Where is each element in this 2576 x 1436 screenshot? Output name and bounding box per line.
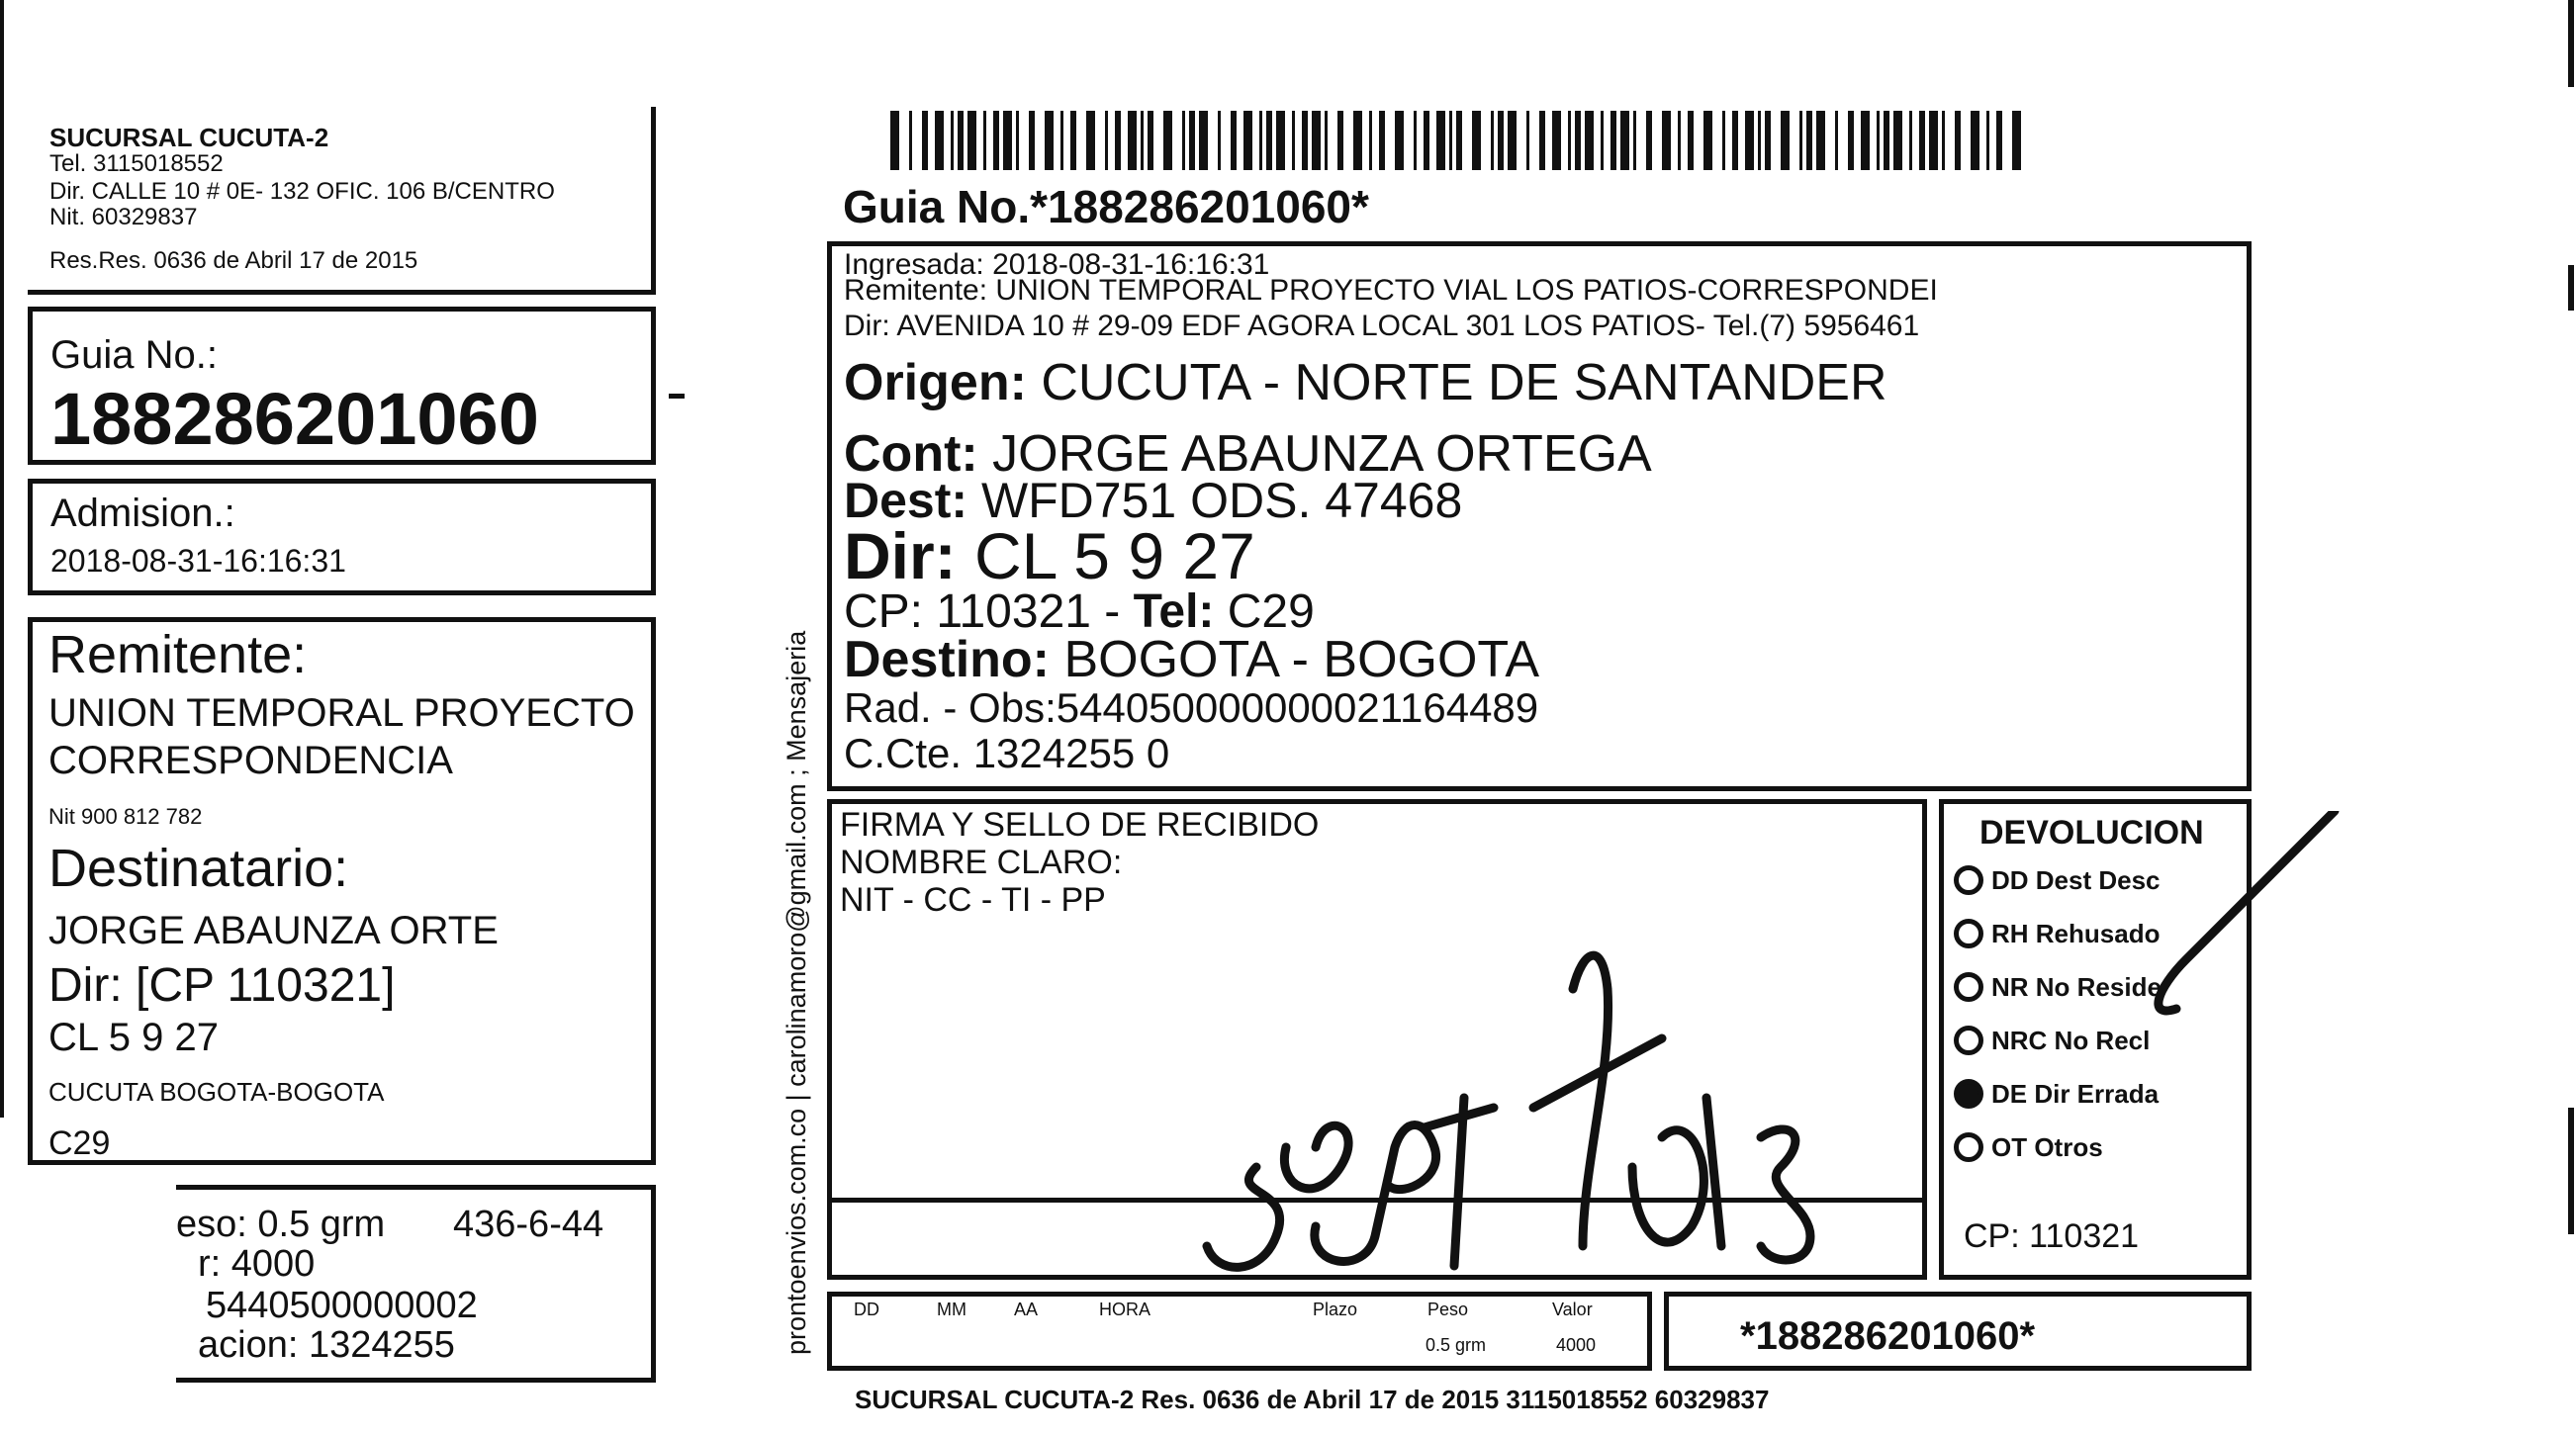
barcode-bar <box>1163 111 1172 170</box>
barcode-bar <box>1765 111 1771 170</box>
barcode-bar <box>1955 111 1961 170</box>
barcode-bar <box>1491 111 1494 170</box>
handwritten-signature <box>1167 811 2354 1325</box>
barcode-bar <box>1302 111 1308 170</box>
barcode-bar <box>1016 111 1019 170</box>
tel-label: Tel: <box>1133 585 1215 638</box>
barcode-bar <box>1312 111 1321 170</box>
stub-peso: eso: 0.5 grm <box>176 1204 386 1245</box>
barcode-bar <box>1243 111 1252 170</box>
side-vertical-text <box>783 415 819 1355</box>
barcode-bar <box>1996 111 2002 170</box>
barcode-bar <box>1472 111 1481 170</box>
origen-value: CUCUTA - NORTE DE SANTANDER <box>1041 354 1887 411</box>
firma-title: FIRMA Y SELLO DE RECIBIDO <box>840 806 1320 844</box>
barcode-bar <box>1610 111 1616 170</box>
dir-value: CL 5 9 27 <box>974 519 1255 592</box>
stub-rad: 5440500000002 <box>206 1285 478 1326</box>
dir-remitente: Dir: AVENIDA 10 # 29-09 EDF AGORA LOCAL 301 LOS PATIOS- Tel.(7) 5956461 <box>844 310 1920 342</box>
barcode-bar <box>1369 111 1372 170</box>
barcode-bar <box>1182 111 1185 170</box>
cont-label: Cont: <box>844 425 978 483</box>
stub-address-box <box>28 617 656 1165</box>
devolucion-option-label: NRC No Recl <box>1991 1026 2151 1055</box>
barcode-bar <box>890 111 899 170</box>
barcode-bar <box>1732 111 1738 170</box>
ingresada: Ingresada: 2018-08-31-16:16:31 <box>844 248 1270 281</box>
date-header-mm: MM <box>937 1300 966 1319</box>
barcode-bar <box>1105 111 1108 170</box>
barcode-bar <box>1620 111 1629 170</box>
barcode-bar <box>2012 111 2021 170</box>
barcode-bar <box>1919 111 1925 170</box>
date-header-aa: AA <box>1014 1300 1039 1319</box>
barcode-bar <box>1292 111 1295 170</box>
barcode-bar <box>1456 111 1462 170</box>
stub-header-box <box>28 107 656 295</box>
stub-branch: SUCURSAL CUCUTA-2 <box>49 123 329 152</box>
barcode-bar <box>1703 111 1712 170</box>
ccte: C.Cte. 1324255 0 <box>844 730 1170 776</box>
dir-label: Dir: <box>844 519 957 592</box>
stub-destinatario-tel: C29 <box>48 1124 111 1162</box>
stub-destinatario-city: CUCUTA BOGOTA-BOGOTA <box>48 1077 385 1107</box>
barcode-bar <box>1189 111 1195 170</box>
barcode-bar <box>1148 111 1153 170</box>
date-header-valor: Valor <box>1552 1300 1593 1319</box>
right-edge-mark-2 <box>2568 265 2574 311</box>
barcode-bar <box>1003 111 1012 170</box>
barcode-bar <box>1568 111 1571 170</box>
barcode-bar <box>1601 111 1604 170</box>
stub-dir: Dir. CALLE 10 # 0E- 132 OFIC. 106 B/CENTRO <box>49 178 555 205</box>
cont-value: JORGE ABAUNZA ORTEGA <box>992 425 1652 483</box>
barcode-bar <box>935 111 944 170</box>
nit-line: NIT - CC - TI - PP <box>840 881 1106 919</box>
barcode-bar <box>1498 111 1504 170</box>
rad-obs: Rad. - Obs:544050000000021164489 <box>844 684 1539 731</box>
barcode-bar <box>1909 111 1912 170</box>
date-header-plazo: Plazo <box>1313 1300 1358 1319</box>
barcode-bar <box>1758 111 1761 170</box>
barcode-bar <box>1141 111 1144 170</box>
cp-return: CP: 110321 <box>1964 1217 2140 1255</box>
barcode-bar <box>1060 111 1063 170</box>
barcode-bar <box>1971 111 1979 170</box>
barcode-bar <box>1337 111 1343 170</box>
origen-line <box>844 354 1887 411</box>
barcode-bar <box>1395 111 1404 170</box>
barcode-bar <box>1861 111 1870 170</box>
barcode-bar <box>951 111 954 170</box>
barcode-bar <box>909 111 912 170</box>
barcode-text-bottom: *188286201060* <box>1740 1314 2036 1358</box>
barcode-bar <box>922 111 928 170</box>
tel-value: C29 <box>1227 585 1315 638</box>
devolucion-option-label: DE Dir Errada <box>1991 1079 2160 1109</box>
stub-tel: Tel. 3115018552 <box>49 150 224 177</box>
stub-admision-label: Admision.: <box>50 492 235 535</box>
barcode-bar <box>993 111 999 170</box>
dest-line <box>844 473 1463 528</box>
barcode-bar <box>1414 111 1417 170</box>
barcode-bar <box>1986 111 1989 170</box>
devolucion-option-label: DD Dest Desc <box>1991 865 2161 895</box>
barcode-bar <box>1799 111 1802 170</box>
stub-remitente-line1: UNION TEMPORAL PROYECTO <box>48 691 635 735</box>
valor-value: 4000 <box>1556 1335 1597 1355</box>
barcode-bar <box>1662 111 1671 170</box>
stub-totals-box <box>176 1185 656 1383</box>
barcode-bar <box>1552 111 1561 170</box>
barcode-bar <box>983 111 986 170</box>
barcode-bar <box>1678 111 1681 170</box>
barcode-bar <box>1045 111 1054 170</box>
barcode-bar <box>1325 111 1328 170</box>
barcode-bar <box>1070 111 1076 170</box>
devolucion-option-label: NR No Reside <box>1991 972 2162 1002</box>
stub-guia-label: Guia No.: <box>50 333 218 377</box>
address-box <box>827 241 2252 791</box>
stub-guia-box <box>28 307 656 465</box>
date-header-hora: HORA <box>1099 1300 1151 1319</box>
barcode-bar <box>1539 111 1545 170</box>
stub-remitente-label: Remitente: <box>48 625 308 684</box>
barcode-bar <box>1526 111 1529 170</box>
barcode-bar <box>1575 111 1581 170</box>
barcode-bar <box>1508 111 1517 170</box>
barcode-bar <box>1199 111 1208 170</box>
destino-line <box>844 631 1540 688</box>
devolucion-option-label: OT Otros <box>1991 1132 2103 1162</box>
barcode-bar <box>1585 111 1594 170</box>
stub-res: Res.Res. 0636 de Abril 17 de 2015 <box>49 247 418 274</box>
dest-value: WFD751 ODS. 47468 <box>980 473 1463 528</box>
barcode-bar <box>1029 111 1035 170</box>
destino-value: BOGOTA - BOGOTA <box>1063 631 1540 688</box>
barcode-bar <box>1128 111 1137 170</box>
stub-nit: Nit. 60329837 <box>49 204 198 230</box>
barcode-bar <box>958 111 964 170</box>
barcode-bar <box>1806 111 1812 170</box>
stub-admision-box <box>28 479 656 595</box>
barcode-bar <box>1816 111 1825 170</box>
peso-value: 0.5 grm <box>1426 1335 1487 1355</box>
handwriting-text: SEPT 10 18 <box>1175 1286 1181 1287</box>
stub-peso-code: 436-6-44 <box>453 1204 604 1245</box>
barcode-bar <box>1218 111 1221 170</box>
barcode-bar <box>1877 111 1880 170</box>
barcode-bar <box>1259 111 1262 170</box>
devolucion-title: DEVOLUCION <box>1979 814 2204 852</box>
stub-destinatario-name: JORGE ABAUNZA ORTE <box>48 909 499 952</box>
barcode-bar <box>1633 111 1636 170</box>
destino-label: Destino: <box>844 631 1050 688</box>
right-edge-mark-1 <box>2568 0 2574 87</box>
barcode-bar <box>1086 111 1095 170</box>
dir-line <box>844 519 1255 592</box>
remitente-line: Remitente: UNION TEMPORAL PROYECTO VIAL LOS PATIOS-CORRESPONDEI <box>844 274 1938 307</box>
barcode-bar <box>1884 111 1889 170</box>
nombre-claro: NOMBRE CLARO: <box>840 844 1123 881</box>
barcode-bar <box>1835 111 1838 170</box>
barcode-bar <box>1424 111 1429 170</box>
barcode-bar <box>967 111 976 170</box>
barcode-top <box>890 111 2028 172</box>
stub-remitente-nit: Nit 900 812 782 <box>48 804 203 829</box>
side-text: prontoenvios.com.co | carolinamoro@gmail.com ; Mensajeria <box>782 630 811 1355</box>
barcode-bar <box>1231 111 1237 170</box>
cp-tel-line <box>844 585 1315 638</box>
barcode-bar <box>1266 111 1272 170</box>
barcode-bar <box>1893 111 1902 170</box>
barcode-bar <box>1848 111 1854 170</box>
barcode-bar <box>1276 111 1285 170</box>
barcode-bar <box>1436 111 1445 170</box>
stub-guia-number: 188286201060 <box>50 378 539 460</box>
main-guia-header: Guia No.*188286201060* <box>843 181 1369 232</box>
barcode-bar <box>1353 111 1362 170</box>
stub-destinatario-label: Destinatario: <box>48 839 349 898</box>
stub-cotizacion: acion: 1324255 <box>198 1324 455 1366</box>
barcode-bar <box>1379 111 1385 170</box>
right-edge-mark-3 <box>2568 1108 2574 1234</box>
stub-admision-value: 2018-08-31-16:16:31 <box>50 543 346 579</box>
stub-valor: r: 4000 <box>198 1243 316 1285</box>
cp-text: CP: 110321 - <box>844 585 1121 638</box>
stub-destinatario-dir: Dir: [CP 110321] <box>48 959 396 1012</box>
barcode-bar <box>1942 111 1945 170</box>
stub-destinatario-addr: CL 5 9 27 <box>48 1016 219 1059</box>
barcode-bar <box>1115 111 1121 170</box>
stub-remitente-line2: CORRESPONDENCIA <box>48 739 453 782</box>
barcode-bar <box>1449 111 1452 170</box>
stub-dash <box>669 394 685 399</box>
barcode-bar <box>1745 111 1754 170</box>
devolucion-option-label: RH Rehusado <box>1991 919 2161 948</box>
footer-text: SUCURSAL CUCUTA-2 Res. 0636 de Abril 17 de 2015 3115018552 60329837 <box>855 1385 1770 1414</box>
dest-label: Dest: <box>844 473 968 528</box>
barcode-bar <box>1688 111 1694 170</box>
date-header-peso: Peso <box>1427 1300 1469 1319</box>
barcode-bar <box>1722 111 1725 170</box>
origen-label: Origen: <box>844 354 1027 411</box>
left-edge-line <box>0 0 4 1118</box>
barcode-bar <box>1781 111 1790 170</box>
date-header-dd: DD <box>854 1300 879 1319</box>
barcode-bar <box>1929 111 1938 170</box>
barcode-bar <box>1646 111 1652 170</box>
